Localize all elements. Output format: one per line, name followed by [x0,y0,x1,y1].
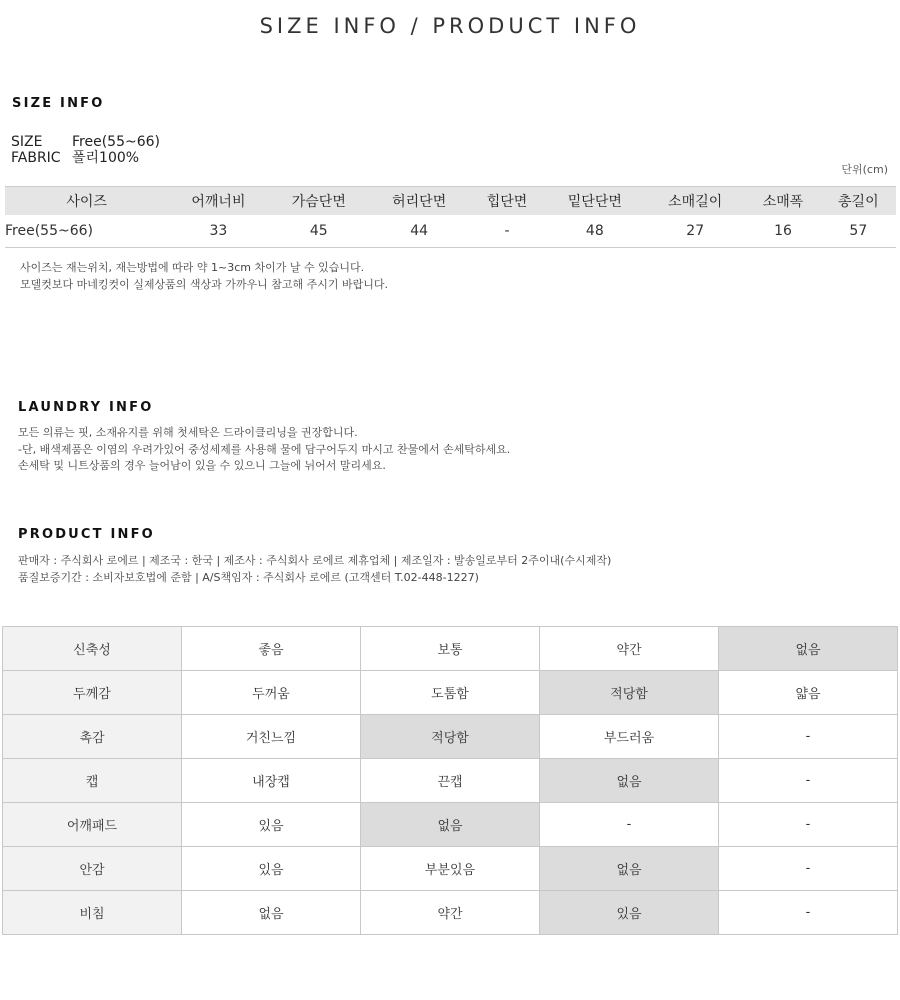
attribute-row [3,715,898,759]
attribute-option: 없음 [182,891,361,935]
attribute-option: 보통 [361,627,540,671]
size-cell: 44 [369,215,469,248]
attribute-row [3,759,898,803]
size-label: SIZE [11,134,43,150]
attribute-row [3,627,898,671]
attribute-name: 촉감 [3,715,182,759]
attribute-option: 도톰함 [361,671,540,715]
attribute-option: 있음 [182,847,361,891]
size-cell: 27 [645,215,745,248]
size-table-header [5,187,896,216]
attribute-option: 끈캡 [361,759,540,803]
laundry-info-heading: LAUNDRY INFO [18,400,154,415]
attribute-row [3,671,898,715]
product-info-heading: PRODUCT INFO [18,527,155,542]
attribute-row [3,847,898,891]
attribute-option-selected: 적당함 [361,715,540,759]
attribute-option: 부드러움 [540,715,719,759]
attribute-option: 두꺼움 [182,671,361,715]
attribute-option-selected: 없음 [540,847,719,891]
size-notes [20,260,388,293]
size-cell: Free(55~66) [5,215,168,248]
size-cell: 16 [745,215,820,248]
size-cell: - [469,215,544,248]
laundry-line: 손세탁 및 니트상품의 경우 늘어남이 있을 수 있으니 그늘에 뉘어서 말리세요. [18,459,386,472]
attribute-name: 어깨패드 [3,803,182,847]
attribute-option: 거친느낌 [182,715,361,759]
size-note: 사이즈는 재는위치, 재는방법에 따라 약 1~3cm 차이가 날 수 있습니다. [20,261,365,274]
attribute-option-selected: 없음 [719,627,898,671]
laundry-notes [18,425,510,475]
attribute-option: 약간 [540,627,719,671]
attribute-name: 비침 [3,891,182,935]
size-cell: 33 [168,215,268,248]
size-row [11,134,160,150]
attribute-option: 좋음 [182,627,361,671]
fabric-row [11,150,139,166]
attribute-row [3,891,898,935]
attribute-option: - [719,759,898,803]
size-note: 모델컷보다 마네킹컷이 실제상품의 색상과 가까우니 참고해 주시기 바랍니다. [20,277,389,291]
attribute-option: 얇음 [719,671,898,715]
size-cell: 57 [821,215,896,248]
fabric-label: FABRIC [11,150,61,166]
attribute-name: 두께감 [3,671,182,715]
unit-label: 단위(cm) [841,163,888,176]
size-header-cell: 가슴단면 [269,187,369,216]
attribute-option: 부분있음 [361,847,540,891]
attribute-option: - [719,891,898,935]
size-header-cell: 힙단면 [469,187,544,216]
table-row [5,215,896,248]
attribute-row [3,803,898,847]
attribute-option: - [719,803,898,847]
attribute-option: - [719,847,898,891]
attribute-option: 약간 [361,891,540,935]
size-cell: 45 [269,215,369,248]
laundry-line: -단, 배색제품은 이염의 우려가있어 중성세제를 사용해 물에 담구어두지 마시고 찬물에서 손세탁하세요. [18,442,511,456]
size-cell: 48 [545,215,645,248]
size-header-cell: 사이즈 [5,187,168,216]
attribute-option-selected: 적당함 [540,671,719,715]
size-table [5,186,896,248]
size-header-cell: 허리단면 [369,187,469,216]
attribute-table [2,626,898,935]
attribute-option: 내장캡 [182,759,361,803]
laundry-line: 모든 의류는 핏, 소재유지를 위해 첫세탁은 드라이클리닝을 권장합니다. [18,426,358,439]
attribute-name: 안감 [3,847,182,891]
attribute-option: - [719,715,898,759]
attribute-option: - [540,803,719,847]
page-title: SIZE INFO / PRODUCT INFO [259,14,641,38]
size-header-cell: 밑단단면 [545,187,645,216]
attribute-option-selected: 없음 [540,759,719,803]
product-line: 판매자 : 주식회사 로에르 | 제조국 : 한국 | 제조사 : 주식회사 로에르 제휴업체 | 제조일자 : 발송일로부터 2주이내(수시제작) [18,554,612,567]
product-line: 품질보증기간 : 소비자보호법에 준함 | A/S책임자 : 주식회사 로에르 (고객센터 T.02-448-1227) [18,570,479,584]
size-header-cell: 소매길이 [645,187,745,216]
attribute-name: 신축성 [3,627,182,671]
attribute-name: 캡 [3,759,182,803]
attribute-option-selected: 있음 [540,891,719,935]
size-header-cell: 어깨너비 [168,187,268,216]
attribute-option-selected: 없음 [361,803,540,847]
product-notes [18,553,611,586]
size-header-cell: 총길이 [821,187,896,216]
size-value: Free(55~66) [72,134,160,150]
size-info-heading: SIZE INFO [12,96,105,111]
size-header-cell: 소매폭 [745,187,820,216]
attribute-option: 있음 [182,803,361,847]
fabric-value: 폴리100% [72,150,140,166]
